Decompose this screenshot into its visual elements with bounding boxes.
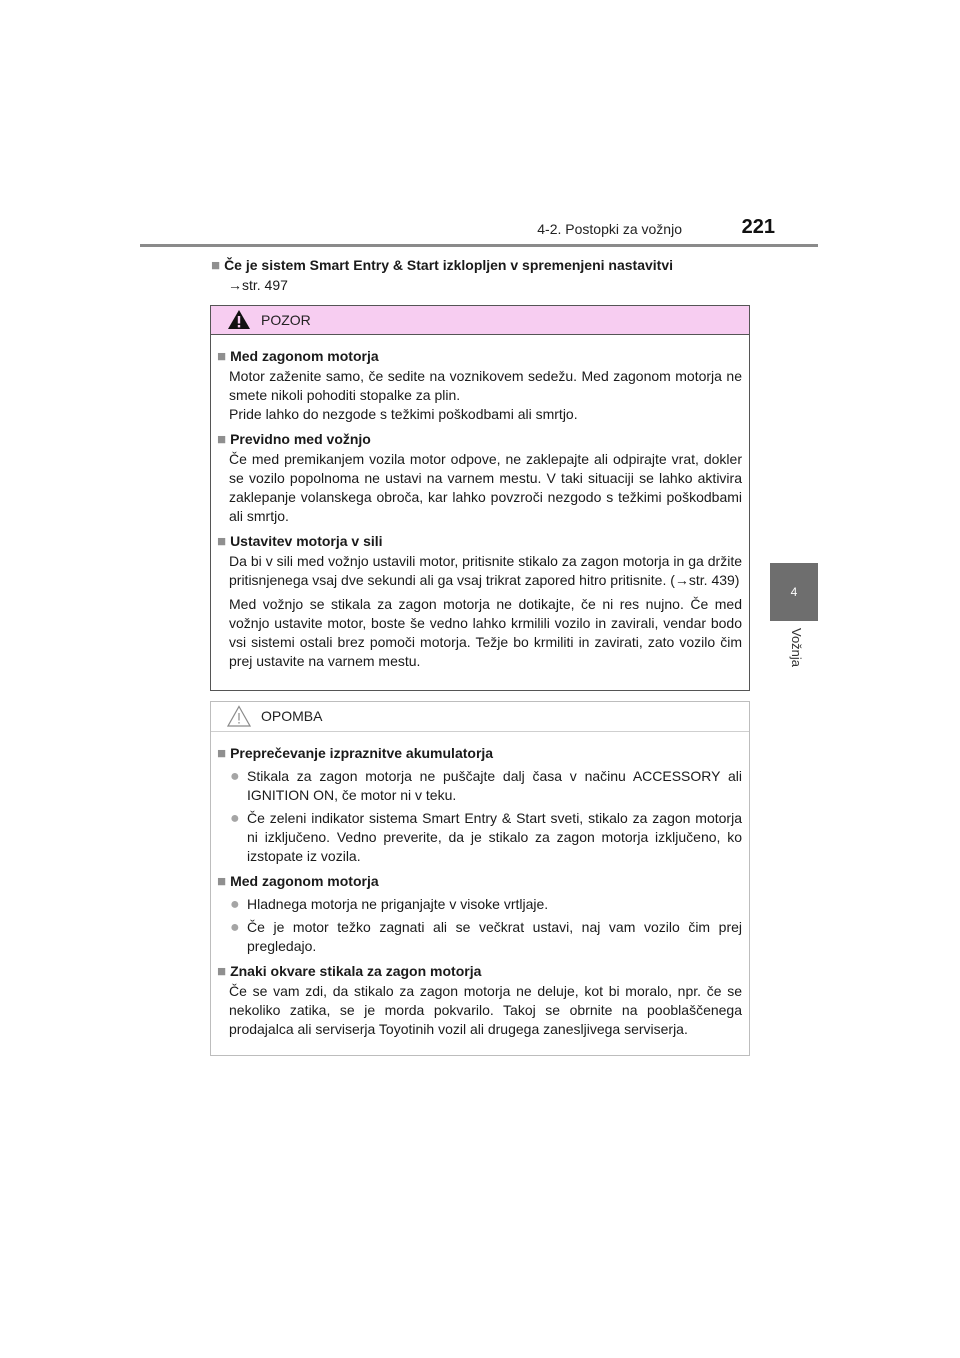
- note-item-heading-text: Preprečevanje izpraznitve akumulatorja: [230, 745, 494, 761]
- square-bullet-icon: ■: [217, 431, 227, 448]
- circle-bullet-icon: ●: [230, 896, 240, 913]
- warning-item-heading: [217, 347, 742, 366]
- warning-item-heading-text: Previdno med vožnjo: [230, 431, 371, 447]
- note-item: [217, 962, 742, 1039]
- warning-item-heading: [217, 532, 742, 551]
- note-bullet-item: [217, 895, 742, 914]
- note-item-heading-text: Znaki okvare stikala za zagon motorja: [230, 963, 482, 979]
- note-bullet-text: Stikala za zagon motorja ne puščajte dalj časa v načinu ACCESSORY ali IGNITION ON, če motor ni v teku.: [247, 768, 742, 803]
- warning-item-heading: [217, 430, 742, 449]
- warning-item: [217, 430, 742, 526]
- square-bullet-icon: ■: [217, 963, 227, 980]
- note-bullet-item: [217, 767, 742, 805]
- note-title: OPOMBA: [261, 708, 323, 724]
- note-item-heading: [217, 962, 742, 981]
- warning-item-paragraph: Da bi v sili med vožnjo ustavili motor, pritisnite stikalo za zagon motorja in ga držite pritisnjenega vsaj dve sekundi ali ga vsaj trikrat zapored hitro pritisnite. (→str. 439): [229, 553, 742, 588]
- note-item: [217, 872, 742, 956]
- side-tab-label: Vožnja: [789, 628, 804, 668]
- warning-item-heading-text: Ustavitev motorja v sili: [230, 533, 383, 549]
- side-tab-number: 4: [770, 563, 818, 621]
- warning-title: POZOR: [261, 312, 311, 328]
- circle-bullet-icon: ●: [230, 919, 240, 936]
- circle-bullet-icon: ●: [230, 768, 240, 785]
- intro-heading-text: Če je sistem Smart Entry & Start izklopljen v spremenjeni nastavitvi: [224, 257, 673, 273]
- note-item-heading: [217, 872, 742, 891]
- warning-item: [217, 532, 742, 671]
- note-item-heading-text: Med zagonom motorja: [230, 873, 379, 889]
- warning-item-paragraph: Motor zaženite samo, če sedite na voznikovem sedežu. Med zagonom motorja ne smete nikoli pohoditi stopalke za plin. Pride lahko do nezgode s težkimi poškodbami ali smrtjo.: [229, 368, 742, 422]
- page-number: 221: [741, 216, 775, 238]
- square-bullet-icon: ■: [211, 257, 221, 274]
- square-bullet-icon: ■: [217, 533, 227, 550]
- intro-heading: [211, 257, 673, 274]
- note-box: [210, 701, 750, 1056]
- warning-triangle-filled-icon: [227, 309, 251, 330]
- square-bullet-icon: ■: [217, 745, 227, 762]
- warning-triangle-outline-icon: [227, 705, 251, 727]
- note-item-heading: [217, 744, 742, 763]
- intro-reference: →str. 497: [228, 277, 288, 293]
- note-item: [217, 744, 742, 866]
- warning-item-paragraph: Med vožnjo se stikala za zagon motorja ne dotikajte, če ni res nujno. Če med vožnjo ustavite motor, boste še vedno lahko krmilili vozilo in zavirali, vendar bodo vsi sistemi ostali brez pomoči motorja. Težje bo krmiliti in zavirati, zato vozilo čim prej ustavite na varnem mestu.: [229, 596, 742, 669]
- warning-box-header: [211, 306, 749, 335]
- note-bullet-item: [217, 809, 742, 866]
- header-section-title: 4-2. Postopki za vožnjo: [537, 221, 682, 237]
- header-rule: [140, 244, 818, 247]
- note-item-paragraph: Če se vam zdi, da stikalo za zagon motorja ne deluje, kot bi moralo, npr. če se nekoliko zatika, se je morda pokvarilo. Takoj se obrnite na pooblaščenega prodajalca ali serviserja Toyotinih vozil ali drugega zanesljivega serviserja.: [229, 983, 742, 1037]
- note-bullet-item: [217, 918, 742, 956]
- warning-box: [210, 305, 750, 691]
- warning-item-paragraph: Če med premikanjem vozila motor odpove, ne zaklepajte ali odpirajte vrat, dokler se vozilo popolnoma ne ustavi na varnem mestu. V taki situaciji se lahko aktivira zaklepanje volanskega obroča, kar lahko povzroči nezgodo s težkimi poškodbami ali smrtjo.: [229, 451, 742, 524]
- note-box-header: [211, 702, 749, 732]
- note-bullet-text: Če je motor težko zagnati ali se večkrat ustavi, naj vam vozilo čim prej pregledajo.: [247, 919, 742, 954]
- warning-body: [211, 335, 749, 671]
- square-bullet-icon: ■: [217, 873, 227, 890]
- note-bullet-text: Hladnega motorja ne priganjajte v visoke vrtljaje.: [247, 896, 549, 912]
- square-bullet-icon: ■: [217, 348, 227, 365]
- note-body: [211, 732, 749, 1039]
- warning-item-heading-text: Med zagonom motorja: [230, 348, 379, 364]
- note-bullet-text: Če zeleni indikator sistema Smart Entry & Start sveti, stikalo za zagon motorja ni izključeno. Vedno preverite, da je stikalo za zagon motorja izključeno, ko izstopate iz vozila.: [247, 810, 742, 864]
- warning-item: [217, 347, 742, 424]
- circle-bullet-icon: ●: [230, 810, 240, 827]
